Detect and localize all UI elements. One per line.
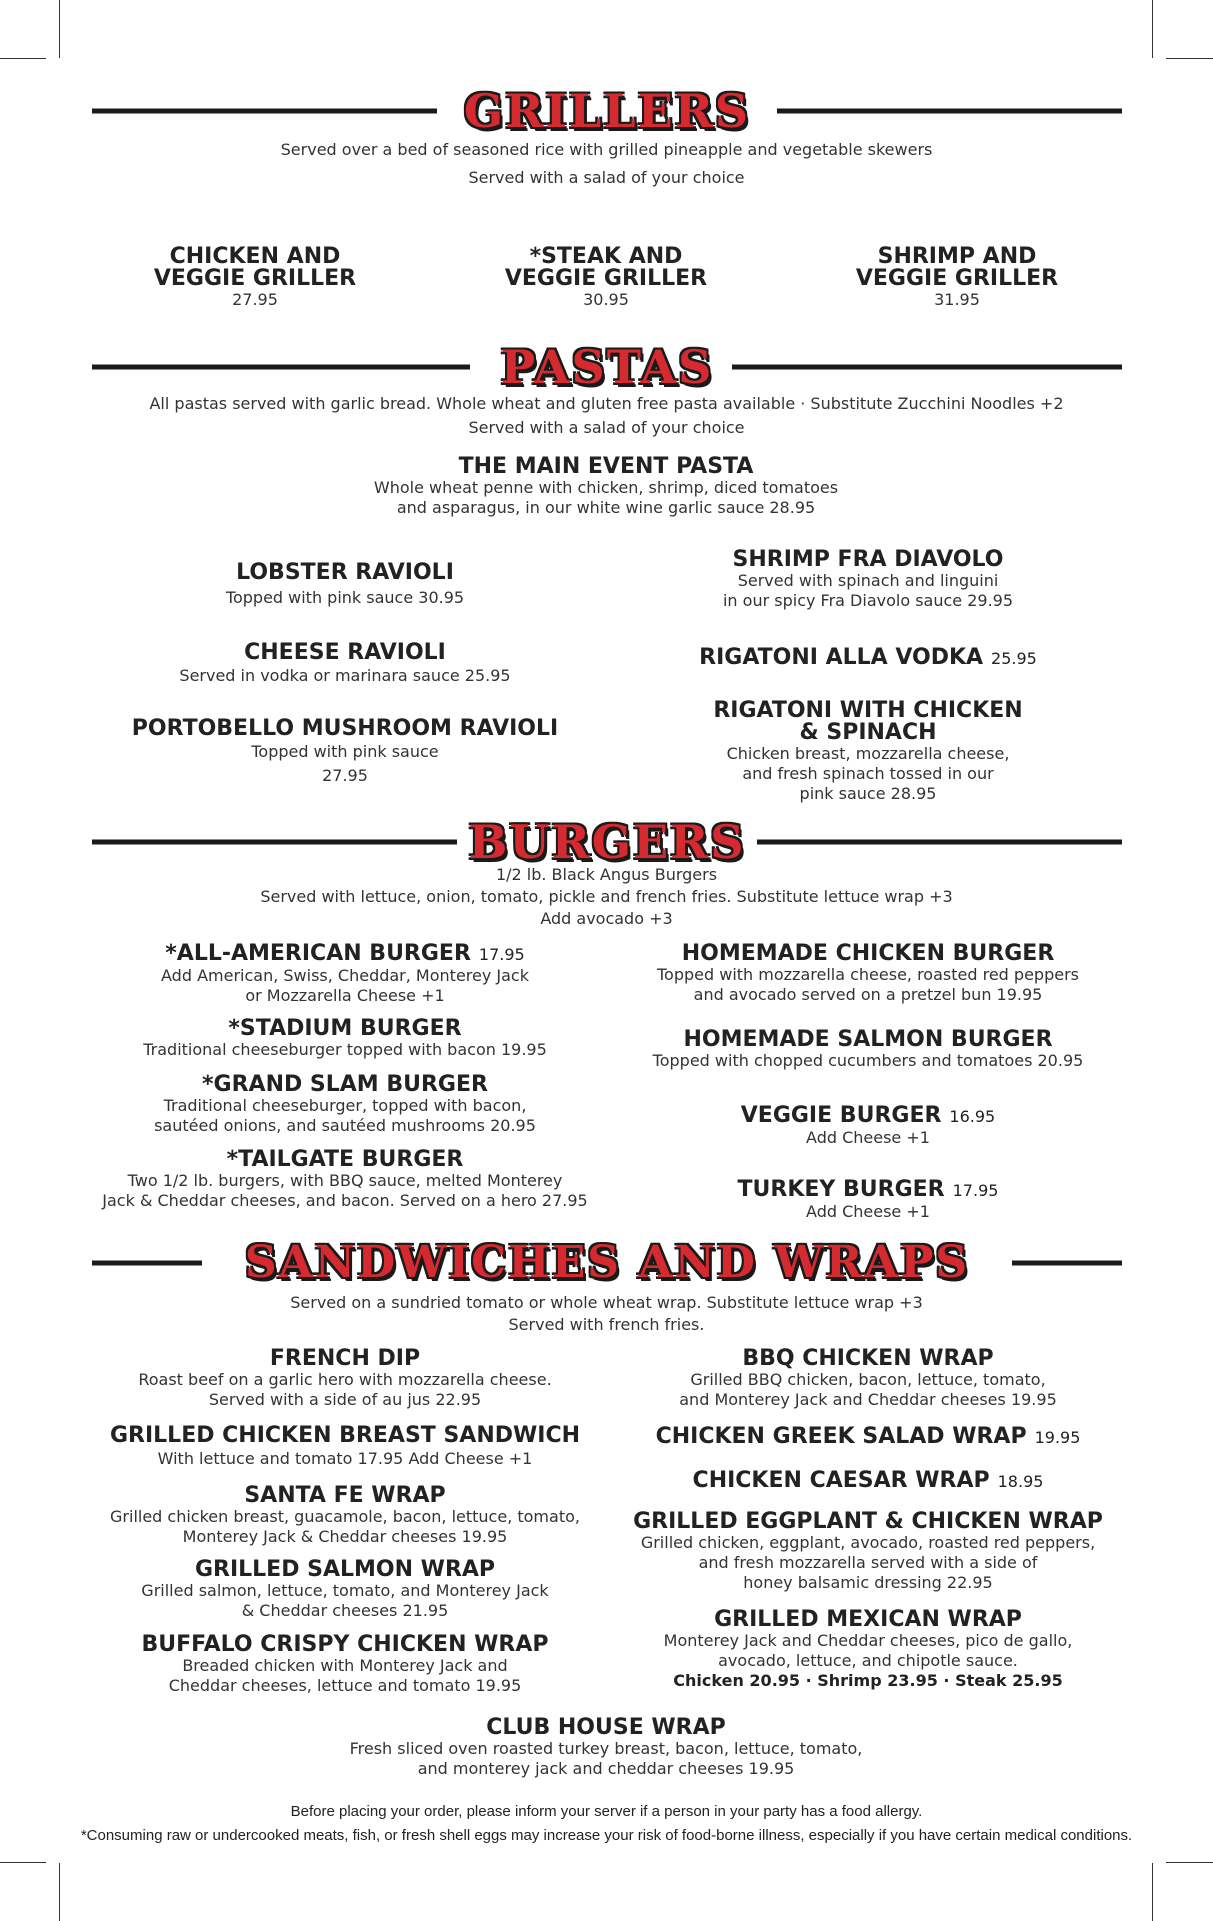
crop-mark xyxy=(1152,1863,1153,1921)
sandwiches-header xyxy=(92,1238,1122,1288)
crop-mark xyxy=(1152,0,1153,58)
section-title: GRILLERS xyxy=(463,84,751,138)
menu-item: VEGGIE BURGER 16.95 Add Cheese +1 xyxy=(740,1103,996,1147)
burgers-header xyxy=(92,817,1122,867)
menu-item: CHICKEN CAESAR WRAP 18.95 xyxy=(692,1468,1044,1493)
crop-mark xyxy=(59,0,60,58)
menu-item: BBQ CHICKEN WRAP Grilled BBQ chicken, bacon, lettuce, tomato, and Monterey Jack and Cheddar cheeses 19.95 xyxy=(679,1346,1057,1409)
menu-item: CHICKEN GREEK SALAD WRAP 19.95 xyxy=(655,1424,1081,1449)
section-title: SANDWICHES AND WRAPS xyxy=(244,1237,970,1288)
allergy-notice: Before placing your order, please inform your server if a person in your party has a food allergy. xyxy=(290,1803,923,1820)
divider xyxy=(732,365,1122,370)
menu-item: THE MAIN EVENT PASTA Whole wheat penne with chicken, shrimp, diced tomatoes and asparagus, in our white wine garlic sauce 28.95 xyxy=(373,454,839,517)
menu-item: GRILLED SALMON WRAP Grilled salmon, lettuce, tomato, and Monterey Jack & Cheddar cheeses 21.95 xyxy=(141,1557,549,1620)
menu-item: TURKEY BURGER 17.95 Add Cheese +1 xyxy=(737,1177,999,1221)
menu-item: CLUB HOUSE WRAP Fresh sliced oven roasted turkey breast, bacon, lettuce, tomato, and monterey jack and cheddar cheeses 19.95 xyxy=(349,1715,863,1778)
section-note: Served with a salad of your choice xyxy=(468,168,745,187)
menu-item: *STEAK AND VEGGIE GRILLER 30.95 xyxy=(504,244,708,309)
menu-item: *GRAND SLAM BURGER Traditional cheeseburger, topped with bacon, sautéed onions, and sautéed mushrooms 20.95 xyxy=(154,1072,536,1135)
menu-item: GRILLED CHICKEN BREAST SANDWICH With lettuce and tomato 17.95 Add Cheese +1 xyxy=(109,1423,581,1468)
section-note: Add avocado +3 xyxy=(540,909,673,928)
section-note: 1/2 lb. Black Angus Burgers xyxy=(495,865,718,884)
divider xyxy=(92,1261,202,1266)
section-title: BURGERS xyxy=(468,815,746,869)
menu-item: PORTOBELLO MUSHROOM RAVIOLI Topped with pink sauce 27.95 xyxy=(131,716,559,785)
menu-item: RIGATONI WITH CHICKEN & SPINACH Chicken breast, mozzarella cheese, and fresh spinach tossed in our pink sauce 28.95 xyxy=(713,698,1023,803)
menu-item: HOMEMADE SALMON BURGER Topped with chopped cucumbers and tomatoes 20.95 xyxy=(652,1027,1084,1070)
menu-item: SHRIMP FRA DIAVOLO Served with spinach and linguini in our spicy Fra Diavolo sauce 29.95 xyxy=(722,547,1014,610)
divider xyxy=(92,365,470,370)
menu-item: RIGATONI ALLA VODKA 25.95 xyxy=(699,645,1037,670)
section-note: All pastas served with garlic bread. Whole wheat and gluten free pasta available · Substitute Zucchini Noodles +2 xyxy=(149,394,1064,413)
pastas-header xyxy=(92,342,1122,392)
menu-item: *ALL-AMERICAN BURGER 17.95 Add American, Swiss, Cheddar, Monterey Jack or Mozzarella Cheese +1 xyxy=(161,941,529,1005)
divider xyxy=(777,109,1122,114)
menu-item: CHEESE RAVIOLI Served in vodka or marinara sauce 25.95 xyxy=(179,640,511,685)
divider xyxy=(1012,1261,1122,1266)
divider xyxy=(757,840,1122,845)
menu-item: HOMEMADE CHICKEN BURGER Topped with mozzarella cheese, roasted red peppers and avocado served on a pretzel bun 19.95 xyxy=(657,941,1079,1004)
grillers-header xyxy=(92,86,1122,136)
menu-item: LOBSTER RAVIOLI Topped with pink sauce 30.95 xyxy=(225,560,465,607)
section-note: Served with french fries. xyxy=(508,1315,705,1334)
crop-mark xyxy=(0,58,46,59)
crop-mark xyxy=(0,1862,46,1863)
menu-item: SANTA FE WRAP Grilled chicken breast, guacamole, bacon, lettuce, tomato, Monterey Jack & Cheddar cheeses 19.95 xyxy=(110,1483,580,1546)
menu-item: *TAILGATE BURGER Two 1/2 lb. burgers, with BBQ sauce, melted Monterey Jack & Cheddar cheeses, and bacon. Served on a hero 27.95 xyxy=(102,1147,588,1210)
section-note: Served on a sundried tomato or whole wheat wrap. Substitute lettuce wrap +3 xyxy=(290,1293,923,1312)
menu-item: GRILLED EGGPLANT & CHICKEN WRAP Grilled chicken, eggplant, avocado, roasted red peppers, and fresh mozzarella served with a side of honey balsamic dressing 22.95 xyxy=(633,1509,1103,1592)
menu-item: CHICKEN AND VEGGIE GRILLER 27.95 xyxy=(153,244,357,309)
divider xyxy=(92,109,437,114)
menu-item: BUFFALO CRISPY CHICKEN WRAP Breaded chicken with Monterey Jack and Cheddar cheeses, lettuce and tomato 19.95 xyxy=(141,1632,549,1695)
menu-item: *STADIUM BURGER Traditional cheeseburger topped with bacon 19.95 xyxy=(143,1016,547,1059)
menu-item: SHRIMP AND VEGGIE GRILLER 31.95 xyxy=(855,244,1059,309)
section-note: Served over a bed of seasoned rice with grilled pineapple and vegetable skewers xyxy=(280,140,933,159)
crop-mark xyxy=(59,1863,60,1921)
crop-mark xyxy=(1166,58,1213,59)
section-title: PASTAS xyxy=(500,340,714,394)
section-note: Served with a salad of your choice xyxy=(468,418,745,437)
section-note: Served with lettuce, onion, tomato, pickle and french fries. Substitute lettuce wrap +3 xyxy=(260,887,953,906)
crop-mark xyxy=(1166,1862,1213,1863)
menu-item: GRILLED MEXICAN WRAP Monterey Jack and Cheddar cheeses, pico de gallo, avocado, lettuce, and chipotle sauce. Chicken 20.95 · Shrimp 23.95 · Steak 25.95 xyxy=(663,1607,1073,1690)
divider xyxy=(92,840,457,845)
menu-item: FRENCH DIP Roast beef on a garlic hero with mozzarella cheese. Served with a side of au jus 22.95 xyxy=(138,1346,552,1409)
consumer-advisory: *Consuming raw or undercooked meats, fish, or fresh shell eggs may increase your risk of food-borne illness, especially if you have certain medical conditions. xyxy=(80,1827,1133,1844)
